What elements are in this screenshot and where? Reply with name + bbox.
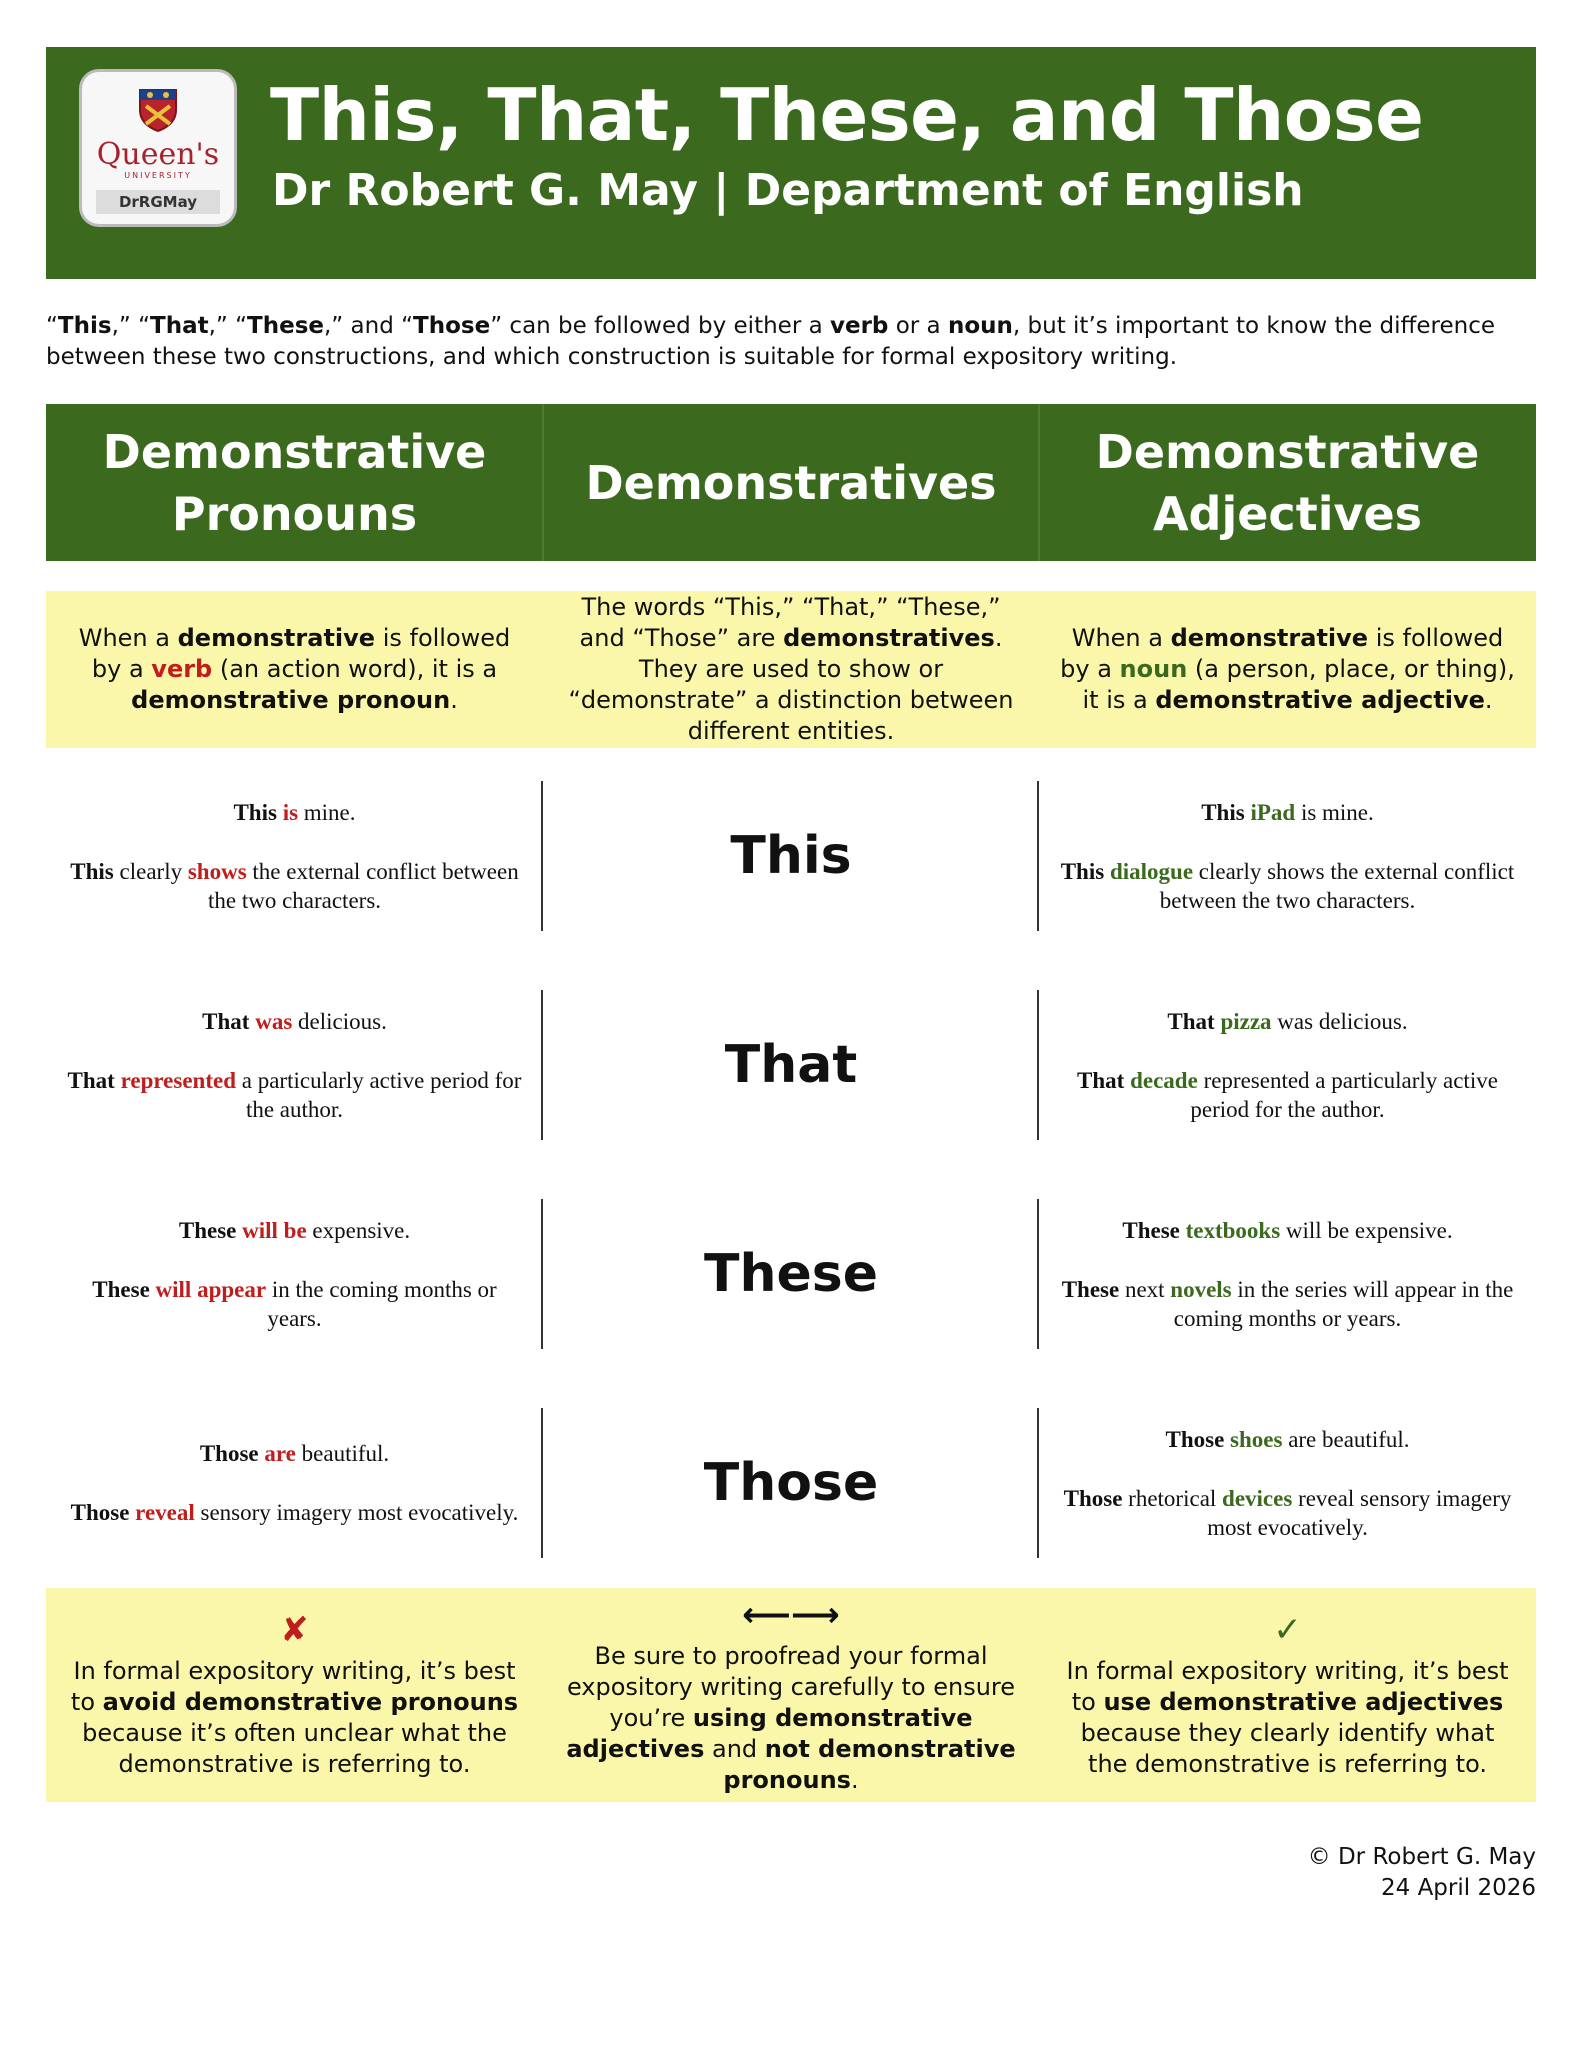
pronoun-example: This is mine.: [233, 799, 356, 825]
logo-badge: DrRGMay: [96, 190, 220, 214]
header-demonstrative-pronouns: Demonstrative Pronouns: [102, 424, 487, 541]
logo-wordmark: Queen's: [96, 137, 220, 172]
adjective-example: That pizza was delicious.: [1167, 1008, 1408, 1034]
example-row: [46, 1408, 1536, 1558]
check-icon: ✓: [1273, 1610, 1302, 1650]
pronoun-examples: [66, 990, 523, 1140]
adjective-example: Those shoes are beautiful.: [1165, 1426, 1410, 1452]
example-row: [46, 781, 1536, 931]
adjective-examples: [1059, 1199, 1516, 1349]
row-divider: [1037, 1199, 1039, 1349]
header-demonstrative-adjectives: Demonstrative Adjectives: [1095, 424, 1480, 541]
column-headers: [46, 404, 1536, 561]
pronoun-example: That was delicious.: [202, 1008, 387, 1034]
adjective-example: This dialogue clearly shows the external conflict between the two characters.: [1060, 858, 1515, 913]
pronoun-example: This clearly shows the external conflict between the two characters.: [70, 858, 519, 913]
pronoun-examples: [66, 1199, 523, 1349]
pronoun-example: Those reveal sensory imagery most evocatively.: [70, 1500, 519, 1525]
demonstrative-word: This: [730, 826, 852, 886]
page-subtitle: Dr Robert G. May | Department of English: [272, 165, 1304, 216]
header-banner: [46, 47, 1536, 279]
adjective-example: This iPad is mine.: [1201, 799, 1374, 825]
definition-demonstratives: The words “This,” “That,” “These,” and “Those” are demonstratives. They are used to show or “demonstrate” a distinction between different entities.: [568, 593, 1014, 745]
row-divider: [1037, 781, 1039, 931]
advice-proofread: ⟵⟶ Be sure to proofread your formal expository writing carefully to ensure you’re using demonstrative adjectives and not demonstrative pronouns.: [566, 1594, 1016, 1794]
adjective-example: Those rhetorical devices reveal sensory imagery most evocatively.: [1063, 1485, 1512, 1540]
pronoun-example: These will be expensive.: [178, 1217, 411, 1243]
header-demonstratives: Demonstratives: [585, 455, 997, 510]
logo-university: UNIVERSITY: [124, 171, 192, 180]
adjective-example: These next novels in the series will appear in the coming months or years.: [1061, 1276, 1514, 1331]
pronoun-examples: [66, 781, 523, 931]
page-title: This, That, These, and Those: [270, 73, 1424, 157]
copyright: © Dr Robert G. May: [1307, 1844, 1536, 1870]
example-row: [46, 990, 1536, 1140]
demonstrative-word: These: [704, 1244, 878, 1304]
advice-avoid: ✘ In formal expository writing, it’s best to avoid demonstrative pronouns because it’s often unclear what the demonstrative is referring to.: [70, 1610, 519, 1778]
date: 24 April 2026: [1381, 1875, 1536, 1901]
adjective-examples: [1059, 781, 1516, 931]
cross-icon: ✘: [280, 1610, 309, 1650]
pronoun-example: These will appear in the coming months or years.: [92, 1276, 497, 1331]
university-logo: [79, 69, 237, 227]
demonstrative-word: That: [724, 1035, 858, 1095]
footer: [1308, 1842, 1536, 1904]
advice-use: ✓ In formal expository writing, it’s best to use demonstrative adjectives because they clearly identify what the demonstrative is referring to.: [1066, 1610, 1509, 1778]
definition-pronoun: When a demonstrative is followed by a verb (an action word), it is a demonstrative pronoun.: [78, 624, 511, 714]
row-divider: [1037, 1408, 1039, 1558]
pronoun-example: That represented a particularly active period for the author.: [67, 1067, 522, 1122]
advice-row: [46, 1588, 1536, 1802]
intro-paragraph: “This,” “That,” “These,” and “Those” can be followed by either a verb or a noun, but it’s important to know the difference between these two constructions, and which construction is suitable for formal expository writing.: [46, 313, 1495, 370]
adjective-example: That decade represented a particularly active period for the author.: [1077, 1067, 1498, 1122]
definition-adjective: When a demonstrative is followed by a noun (a person, place, or thing), it is a demonstrative adjective.: [1060, 624, 1515, 714]
pronoun-example: Those are beautiful.: [199, 1441, 390, 1466]
double-arrow-icon: ⟵⟶: [742, 1594, 840, 1635]
definitions-row: [46, 591, 1536, 748]
row-divider: [1037, 990, 1039, 1140]
example-row: [46, 1199, 1536, 1349]
pronoun-examples: [66, 1408, 523, 1558]
adjective-example: These textbooks will be expensive.: [1122, 1217, 1453, 1243]
adjective-examples: [1059, 990, 1516, 1140]
adjective-examples: [1059, 1408, 1516, 1558]
crest-icon: [138, 88, 178, 132]
demonstrative-word: Those: [703, 1453, 879, 1513]
